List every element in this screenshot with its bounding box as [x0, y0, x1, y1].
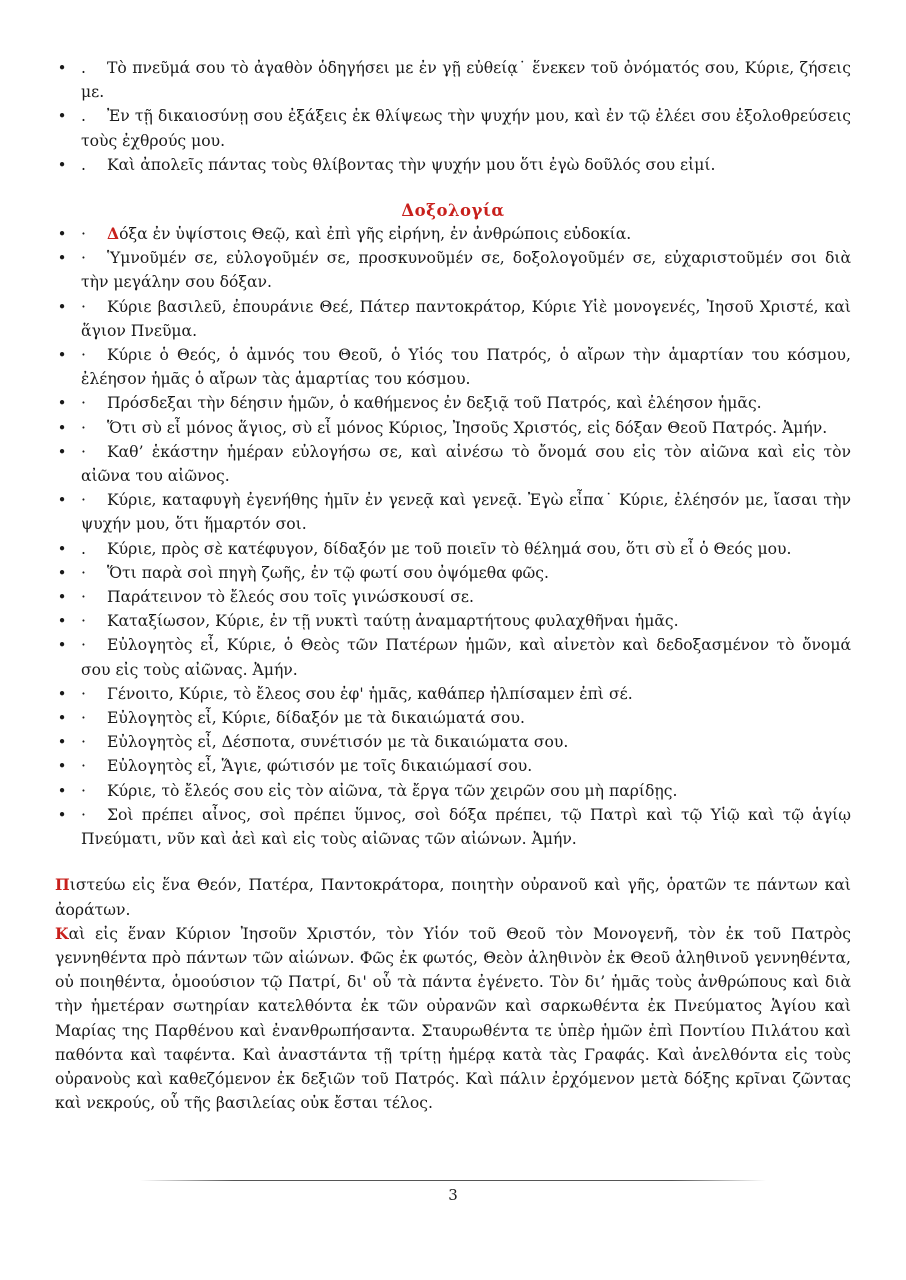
verse-text: Κύριε, καταφυγὴ ἐγενήθης ἡμῖν ἐν γενεᾷ καὶ γενεᾷ. Ἐγὼ εἶπα˙ Κύριε, ἐλέησόν με, ἴασαι τὴν ψυχήν μου, ὅτι ἥμαρτόν σοι. [81, 491, 851, 534]
verse-mark: . [81, 539, 86, 558]
verse-item [55, 609, 851, 633]
verse-text: Ἐν τῇ δικαιοσύνῃ σου ἐξάξεις ἐκ θλίψεως τὴν ψυχήν μου, καὶ ἐν τῷ ἐλέει σου ἐξολοθρεύσεις τοὺς ἐχθρούς μου. [81, 107, 851, 150]
verse-mark: · [81, 757, 86, 776]
bullet-icon: • [57, 805, 67, 824]
verse-mark: · [81, 394, 86, 413]
doxology-first-verse: • · Δόξα ἐν ὑψίστοις Θεῷ, καὶ ἐπὶ γῆς εἰρήνη, ἐν ἀνθρώποις εὐδοκία. [55, 222, 851, 246]
bullet-icon: • [57, 297, 67, 316]
verse-mark: · [81, 733, 86, 752]
verse-item [55, 56, 851, 104]
verse-item [55, 537, 851, 561]
verse-item [55, 391, 851, 415]
verse-mark: . [81, 107, 86, 126]
verse-item [55, 754, 851, 778]
creed-paragraph-2 [55, 922, 851, 1116]
verse-text: Εὐλογητὸς εἶ, Κύριε, δίδαξόν με τὰ δικαιώματά σου. [107, 709, 525, 728]
page-number: 3 [448, 1186, 458, 1204]
doxology-list [55, 222, 851, 851]
verse-item [55, 153, 851, 177]
verse-mark: · [81, 684, 86, 703]
verse-mark: · [81, 442, 86, 461]
verse-mark: . [81, 155, 86, 174]
verse-mark: · [81, 709, 86, 728]
verse-text: όξα ἐν ὑψίστοις Θεῷ, καὶ ἐπὶ γῆς εἰρήνη, ἐν ἀνθρώποις εὐδοκία. [119, 225, 632, 244]
verse-mark: · [81, 418, 86, 437]
verse-item [55, 561, 851, 585]
verse-item [55, 416, 851, 440]
verse-text: Ὅτι σὺ εἶ μόνος ἅγιος, σὺ εἶ μόνος Κύριος, Ἰησοῦς Χριστός, εἰς δόξαν Θεοῦ Πατρός. Ἀμήν. [107, 418, 828, 437]
bullet-icon: • [57, 249, 67, 268]
bullet-icon: • [57, 59, 67, 77]
verse-item [55, 246, 851, 294]
drop-initial: Π [55, 875, 70, 895]
bullet-icon: • [57, 155, 67, 174]
document-page [55, 56, 851, 1115]
verse-text: Ὑμνοῦμέν σε, εὐλογοῦμέν σε, προσκυνοῦμέν σε, δοξολογοῦμέν σε, εὐχαριστοῦμέν σοι διὰ τὴν μεγάλην σου δόξαν. [81, 249, 851, 292]
verse-mark: · [81, 346, 86, 365]
verse-item [55, 706, 851, 730]
verse-mark: · [81, 491, 86, 510]
verse-text: Κύριε, τὸ ἔλεός σου εἰς τὸν αἰῶνα, τὰ ἔργα τῶν χειρῶν σου μὴ παρίδῃς. [107, 781, 678, 800]
verse-text: Καὶ ἀπολεῖς πάντας τοὺς θλίβοντας τὴν ψυχήν μου ὅτι ἐγὼ δοῦλός σου εἰμί. [107, 155, 716, 174]
verse-text: Εὐλογητὸς εἶ, Ἅγιε, φώτισόν με τοῖς δικαιώμασί σου. [107, 757, 533, 776]
creed-text: αὶ εἰς ἕναν Κύριον Ἰησοῦν Χριστόν, τὸν Υἱόν τοῦ Θεοῦ τὸν Μονογενῆ, τὸν ἐκ τοῦ Πατρὸς γεννηθέντα πρὸ πάντων τῶν αἰώνων. Φῶς ἐκ φωτός, Θεὸν ἀληθινὸν ἐκ Θεοῦ ἀληθινοῦ γεννηθέντα, οὐ ποιηθέντα, ὁμοούσιον τῷ Πατρί, δι' οὗ τὰ πάντα ἐγένετο. Τὸν δι’ ἡμᾶς τοὺς ἀνθρώπους καὶ διὰ τὴν ἡμετέραν σωτηρίαν κατελθόντα ἐκ τῶν οὐρανῶν καὶ σαρκωθέντα ἐκ Πνεύματος Ἁγίου καὶ Μαρίας της Παρθένου καὶ ἐνανθρωπήσαντα. Σταυρωθέντα τε ὑπὲρ ἡμῶν ἐπὶ Ποντίου Πιλάτου καὶ παθόντα καὶ ταφέντα. Καὶ ἀναστάντα τῇ τρίτῃ ἡμέρᾳ κατὰ τὰς Γραφάς. Καὶ ἀνελθόντα εἰς τοὺς οὐρανοὺς καὶ καθεζόμενον ἐκ δεξιῶν τοῦ Πατρός. Καὶ πάλιν ἐρχόμενον μετὰ δόξης κρῖναι ζῶντας καὶ νεκρούς, οὗ τῆς βασιλείας οὐκ ἔσται τέλος. [55, 924, 851, 1113]
psalm-verse-list [55, 56, 851, 177]
bullet-icon: • [57, 418, 67, 437]
verse-mark: · [81, 612, 86, 631]
verse-mark: · [81, 297, 86, 316]
verse-text: Σοὶ πρέπει αἶνος, σοὶ πρέπει ὕμνος, σοὶ δόξα πρέπει, τῷ Πατρὶ καὶ τῷ Υἱῷ καὶ τῷ ἁγίῳ Πνεύματι, νῦν καὶ ἀεὶ καὶ εἰς τοὺς αἰῶνας τῶν αἰώνων. Ἀμήν. [81, 805, 851, 849]
verse-text: Εὐλογητὸς εἶ, Κύριε, ὁ Θεὸς τῶν Πατέρων ἡμῶν, καὶ αἰνετὸν καὶ δεδοξασμένον τὸ ὄνομά σου εἰς τοὺς αἰῶνας. Ἀμήν. [81, 636, 851, 679]
bullet-icon: • [57, 684, 67, 703]
verse-text: Κύριε ὁ Θεός, ὁ ἀμνός του Θεοῦ, ὁ Υἱός του Πατρός, ὁ αἴρων τὴν ἁμαρτίαν του κόσμου, ἐλέησον ἡμᾶς ὁ αἴρων τὰς ἁμαρτίας του κόσμου. [81, 346, 851, 389]
bullet-icon: • [57, 709, 67, 728]
verse-item [55, 104, 851, 152]
verse-item [55, 730, 851, 754]
verse-mark: · [81, 588, 86, 607]
drop-initial: Δ [107, 224, 120, 244]
verse-item [55, 585, 851, 609]
verse-text: Ὅτι παρὰ σοὶ πηγὴ ζωῆς, ἐν τῷ φωτί σου ὀψόμεθα φῶς. [107, 563, 549, 582]
verse-text: Παράτεινον τὸ ἔλεός σου τοῖς γινώσκουσί σε. [107, 588, 474, 607]
verse-text: Κύριε βασιλεῦ, ἐπουράνιε Θεέ, Πάτερ παντοκράτορ, Κύριε Υἱὲ μονογενές, Ἰησοῦ Χριστέ, καὶ ἅγιον Πνεῦμα. [81, 297, 851, 340]
footer-divider [140, 1180, 766, 1181]
verse-item [55, 779, 851, 803]
verse-text: Γένοιτο, Κύριε, τὸ ἔλεος σου ἐφ' ἡμᾶς, καθάπερ ἠλπίσαμεν ἐπὶ σέ. [107, 684, 633, 703]
drop-initial: Κ [55, 923, 69, 943]
verse-text: Καταξίωσον, Κύριε, ἐν τῇ νυκτὶ ταύτῃ ἀναμαρτήτους φυλαχθῆναι ἡμᾶς. [107, 612, 679, 631]
verse-mark: · [81, 781, 86, 800]
verse-text: Εὐλογητὸς εἶ, Δέσποτα, συνέτισόν με τὰ δικαιώματα σου. [107, 733, 569, 752]
creed-paragraph-1 [55, 873, 851, 921]
verse-text: Τὸ πνεῦμά σου τὸ ἀγαθὸν ὁδηγήσει με ἐν γῇ εὐθείᾳ˙ ἕνεκεν τοῦ ὀνόματός σου, Κύριε, ζήσεις με. [81, 59, 851, 102]
bullet-icon: • [57, 346, 67, 365]
verse-item [55, 682, 851, 706]
verse-text: Καθ’ ἑκάστην ἡμέραν εὐλογήσω σε, καὶ αἰνέσω τὸ ὄνομά σου εἰς τὸν αἰῶνα καὶ εἰς τὸν αἰῶνα του αἰῶνος. [81, 442, 851, 486]
verse-mark: · [81, 563, 86, 582]
bullet-icon: • [57, 107, 67, 126]
verse-mark: · [81, 636, 86, 655]
verse-mark: · [81, 805, 86, 824]
bullet-icon: • [57, 539, 67, 558]
bullet-icon: • [57, 612, 67, 631]
verse-text: Κύριε, πρὸς σὲ κατέφυγον, δίδαξόν με τοῦ ποιεῖν τὸ θέλημά σου, ὅτι σὺ εἶ ὁ Θεός μου. [107, 539, 792, 558]
bullet-icon: • [57, 636, 67, 655]
bullet-icon: • [57, 757, 67, 776]
verse-item [55, 803, 851, 851]
bullet-icon: • [57, 442, 67, 461]
bullet-icon: • [57, 394, 67, 413]
creed-text: ιστεύω εἰς ἕνα Θεόν, Πατέρα, Παντοκράτορα, ποιητὴν οὐρανοῦ καὶ γῆς, ὁρατῶν τε πάντων καὶ ἀοράτων. [55, 876, 851, 919]
verse-text: Πρόσδεξαι τὴν δέησιν ἡμῶν, ὁ καθήμενος ἐν δεξιᾷ τοῦ Πατρός, καὶ ἐλέησον ἡμᾶς. [107, 394, 762, 413]
bullet-icon: • [57, 491, 67, 510]
verse-item [55, 295, 851, 343]
bullet-icon: • [57, 563, 67, 582]
verse-mark: . [81, 59, 86, 77]
section-heading-doxology: Δοξολογία [401, 201, 505, 221]
verse-item [55, 633, 851, 681]
bullet-icon: • [57, 225, 67, 244]
verse-item [55, 440, 851, 488]
verse-mark: · [81, 249, 86, 268]
bullet-icon: • [57, 588, 67, 607]
verse-item [55, 488, 851, 536]
bullet-icon: • [57, 733, 67, 752]
bullet-icon: • [57, 781, 67, 800]
verse-item [55, 343, 851, 391]
